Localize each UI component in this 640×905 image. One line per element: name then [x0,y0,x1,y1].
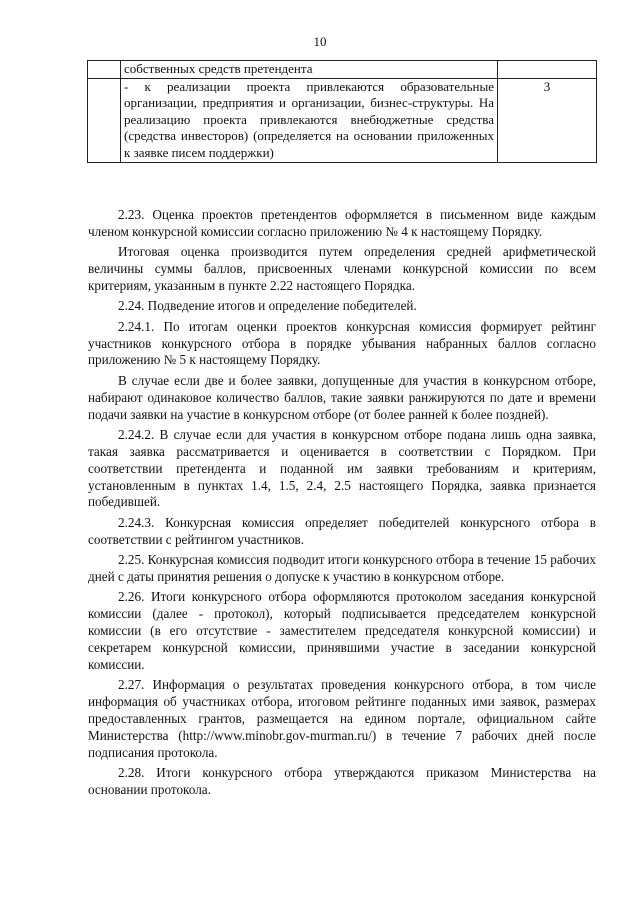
criteria-table [87,60,597,163]
table-cell-score [498,61,597,79]
paragraph-equal-scores: В случае если две и более заявки, допущенные для участия в конкурсном отборе, набирают одинаковое количество баллов, такие заявки ранжируются по дате и времени подачи заявки на участие в конкурсном отборе (от более ранней к более поздней). [88,372,596,422]
table-cell-score: 3 [498,78,597,162]
table-cell-text: - к реализации проекта привлекаются образовательные организации, предприятия и организации, бизнес-структуры. На реализацию проекта привлекаются внебюджетные средства (средства инвесторов) (определяется на основании приложенных к заявке писем поддержки) [121,78,498,162]
paragraph-final-score: Итоговая оценка производится путем определения средней арифметической величины суммы баллов, присвоенных членами конкурсной комиссии по всем критериям, указанным в пункте 2.22 настоящего Порядка. [88,244,596,294]
table-cell-text: собственных средств претендента [121,61,498,79]
paragraph-2-24-1: 2.24.1. По итогам оценки проектов конкурсная комиссия формирует рейтинг участников конкурсного отбора в порядке убывания набранных баллов согласно приложению № 5 к настоящему Порядку. [88,318,596,368]
paragraph-2-23: 2.23. Оценка проектов претендентов оформляется в письменном виде каждым членом конкурсной комиссии согласно приложению № 4 к настоящему Порядку. [88,207,596,239]
table-cell-num [88,78,121,162]
paragraph-2-27: 2.27. Информация о результатах проведения конкурсного отбора, в том числе информация об участниках отбора, итоговом рейтинге поданных ими заявок, размерах предоставленных грантов, размещается на едином портале, официальном сайте Министерства (http://www.minobr.gov-murman.ru/) в течение 7 рабочих дней после подписания протокола. [88,677,596,760]
paragraph-2-24: 2.24. Подведение итогов и определение победителей. [118,298,417,314]
page-number: 10 [313,34,327,49]
paragraph-2-28: 2.28. Итоги конкурсного отбора утверждаются приказом Министерства на основании протокола. [88,765,596,797]
paragraph-2-25: 2.25. Конкурсная комиссия подводит итоги конкурсного отбора в течение 15 рабочих дней с даты принятия решения о допуске к участию в конкурсном отборе. [88,551,597,584]
paragraph-2-24-3: 2.24.3. Конкурсная комиссия определяет победителей конкурсного отбора в соответствии с рейтингом участников. [88,514,596,547]
document-body [88,207,596,802]
paragraph-2-24-2: 2.24.2. В случае если для участия в конкурсном отборе подана лишь одна заявка, такая заявка рассматривается и оценивается в соответствии с Порядком. При соответствии претендента и поданной им заявки требованиям и критериям, установленным в пунктах 1.4, 1.5, 2.4, 2.5 настоящего Порядка, заявка признается победившей. [88,426,596,510]
table-cell-num [88,61,121,79]
table-row [88,61,597,79]
paragraph-2-26: 2.26. Итоги конкурсного отбора оформляются протоколом заседания конкурсной комиссии (далее - протокол), который подписывается председателем конкурсной комиссии (в его отсутствие - заместителем председателя конкурсной комиссии) и секретарем конкурсной комиссии, принявшими участие в заседании конкурсной комиссии. [88,589,596,672]
table-row [88,78,597,162]
